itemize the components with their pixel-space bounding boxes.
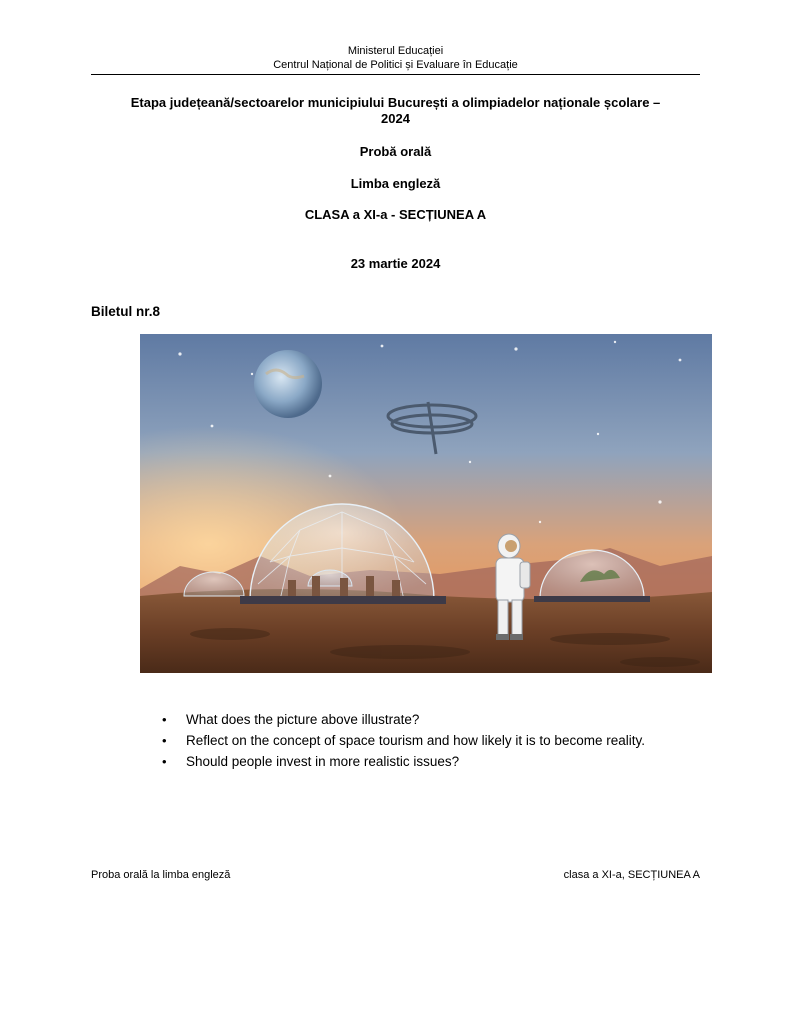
header-divider [91,74,700,75]
ministry-name: Ministerul Educației [347,45,444,57]
space-colony-illustration [140,334,712,673]
question-item: • Reflect on the concept of space tourism and how likely it is to become reality. [160,730,645,751]
footer-left: Proba orală la limba engleză [91,869,231,881]
exam-type: Probă orală [359,144,432,159]
question-list [160,709,645,772]
exam-title [100,95,691,127]
space-colony-image [140,334,712,673]
exam-subject: Limba engleză [350,176,441,191]
exam-title-line1: Etapa județeană/sectoarelor municipiului București a olimpiadelor naționale școlare – [130,95,661,110]
question-item: • What does the picture above illustrate? [160,709,645,730]
exam-class-section: CLASA a XI-a - SECȚIUNEA A [304,207,487,222]
ticket-number: Biletul nr.8 [91,304,161,319]
exam-date: 23 martie 2024 [350,256,441,271]
exam-title-line2: 2024 [381,111,410,126]
document-header [91,44,700,72]
footer-right: clasa a XI-a, SECȚIUNEA A [563,869,700,881]
center-name: Centrul Național de Politici și Evaluare în Educație [273,59,518,71]
question-item: • Should people invest in more realistic issues? [160,751,645,772]
